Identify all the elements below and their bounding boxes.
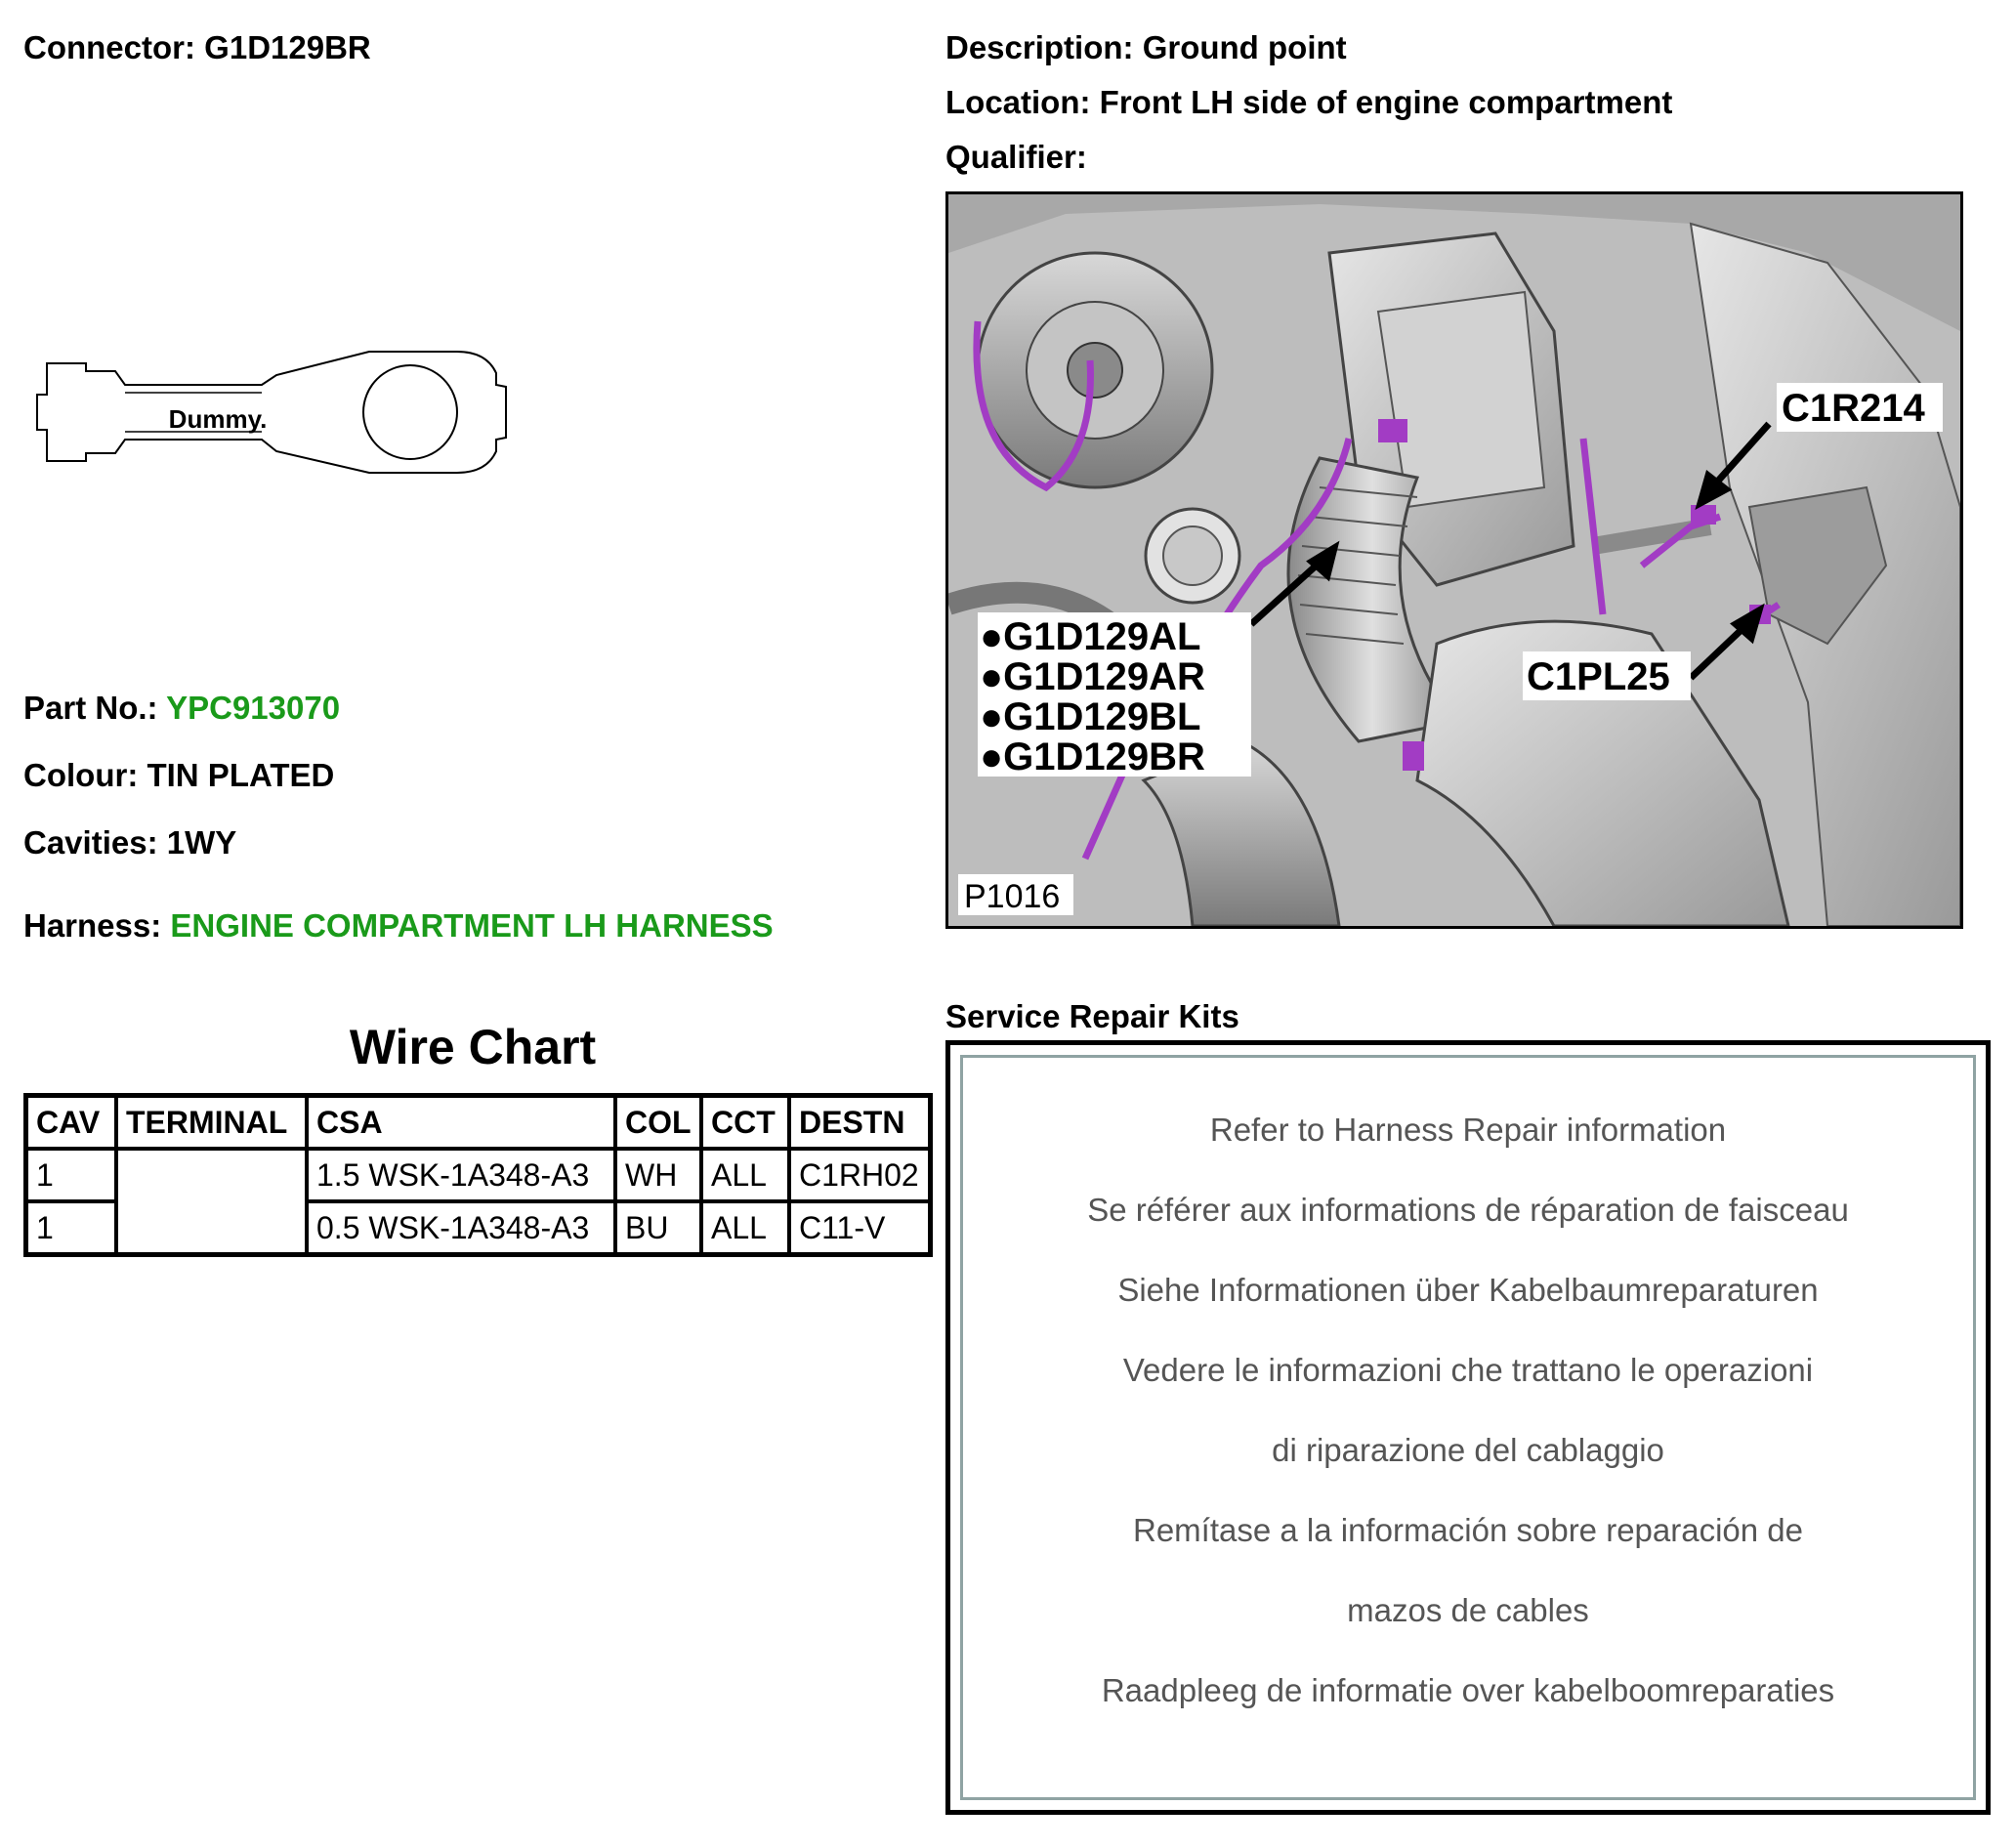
callout-c1r214: C1R214 (1782, 387, 1925, 430)
harness-field (23, 909, 774, 942)
cell-destn: C11-V (789, 1201, 931, 1255)
colour-value: TIN PLATED (147, 757, 335, 793)
repair-line: Vedere le informazioni che trattano le operazioni (1122, 1352, 1814, 1388)
engine-bay-illustration (948, 194, 1960, 926)
terminal-eyelet (363, 365, 457, 459)
location-field (945, 86, 1672, 118)
part-no-label: Part No.: (23, 690, 158, 726)
description-field (945, 31, 1347, 63)
connector-list-item: ●G1D129AL (980, 615, 1201, 658)
qualifier-field (945, 141, 1087, 173)
cell-cct: ALL (701, 1201, 789, 1255)
cell-cct: ALL (701, 1149, 789, 1201)
location-value: Front LH side of engine compartment (1099, 84, 1673, 120)
repair-line: Siehe Informationen über Kabelbaumreparaturen (1117, 1272, 1819, 1308)
location-label: Location: (945, 84, 1091, 120)
colour-field (23, 759, 334, 791)
cell-destn: C1RH02 (789, 1149, 931, 1201)
cell-csa: 0.5 WSK-1A348-A3 (307, 1201, 615, 1255)
connector-label: Connector: (23, 29, 195, 65)
wire-chart-title: Wire Chart (349, 1020, 597, 1074)
location-photo (945, 191, 1963, 929)
repair-kits-title: Service Repair Kits (945, 998, 1239, 1034)
callout-c1pl25: C1PL25 (1527, 655, 1670, 698)
header-csa: CSA (307, 1096, 615, 1150)
connector-field (23, 31, 371, 63)
wire-chart-header-row (26, 1096, 931, 1150)
harness-label: Harness: (23, 907, 162, 944)
description-label: Description: (945, 29, 1134, 65)
repair-kits-inner (960, 1055, 1976, 1800)
repair-line: Refer to Harness Repair information (1209, 1112, 1727, 1148)
description-value: Ground point (1142, 29, 1347, 65)
cell-cav: 1 (26, 1201, 117, 1255)
header-terminal: TERMINAL (116, 1096, 307, 1150)
wire-chart-table (23, 1093, 933, 1257)
qualifier-label: Qualifier: (945, 139, 1087, 175)
repair-kits-box (945, 1040, 1991, 1815)
terminal-drawing (27, 344, 516, 500)
figure-id: P1016 (964, 878, 1061, 915)
connector-list-item: ●G1D129BL (980, 695, 1201, 738)
repair-line: Raadpleeg de informatie over kabelboomreparaties (1101, 1672, 1835, 1708)
colour-label: Colour: (23, 757, 139, 793)
harness-link[interactable]: ENGINE COMPARTMENT LH HARNESS (170, 907, 774, 944)
connector-list-item: ●G1D129BR (980, 735, 1205, 778)
part-no-field (23, 692, 340, 724)
cell-csa: 1.5 WSK-1A348-A3 (307, 1149, 615, 1201)
connector-value: G1D129BR (204, 29, 371, 65)
cavities-label: Cavities: (23, 824, 158, 861)
header-destn: DESTN (789, 1096, 931, 1150)
cell-col: BU (615, 1201, 701, 1255)
cell-col: WH (615, 1149, 701, 1201)
cell-cav: 1 (26, 1149, 117, 1201)
header-cav: CAV (26, 1096, 117, 1150)
header-col: COL (615, 1096, 701, 1150)
cell-terminal (116, 1149, 307, 1255)
terminal-label: Dummy. (168, 404, 268, 434)
cavities-field (23, 826, 236, 859)
repair-line: di riparazione del cablaggio (1272, 1432, 1664, 1468)
header-cct: CCT (701, 1096, 789, 1150)
table-row (26, 1149, 931, 1201)
repair-line: mazos de cables (1347, 1592, 1589, 1628)
cavities-value: 1WY (166, 824, 237, 861)
part-no-link[interactable]: YPC913070 (166, 690, 341, 726)
terminal-outline (37, 352, 506, 473)
repair-line: Remítase a la información sobre reparación de (1132, 1512, 1804, 1548)
repair-line: Se référer aux informations de réparation de faisceau (1087, 1192, 1849, 1228)
connector-list-item: ●G1D129AR (980, 655, 1205, 698)
